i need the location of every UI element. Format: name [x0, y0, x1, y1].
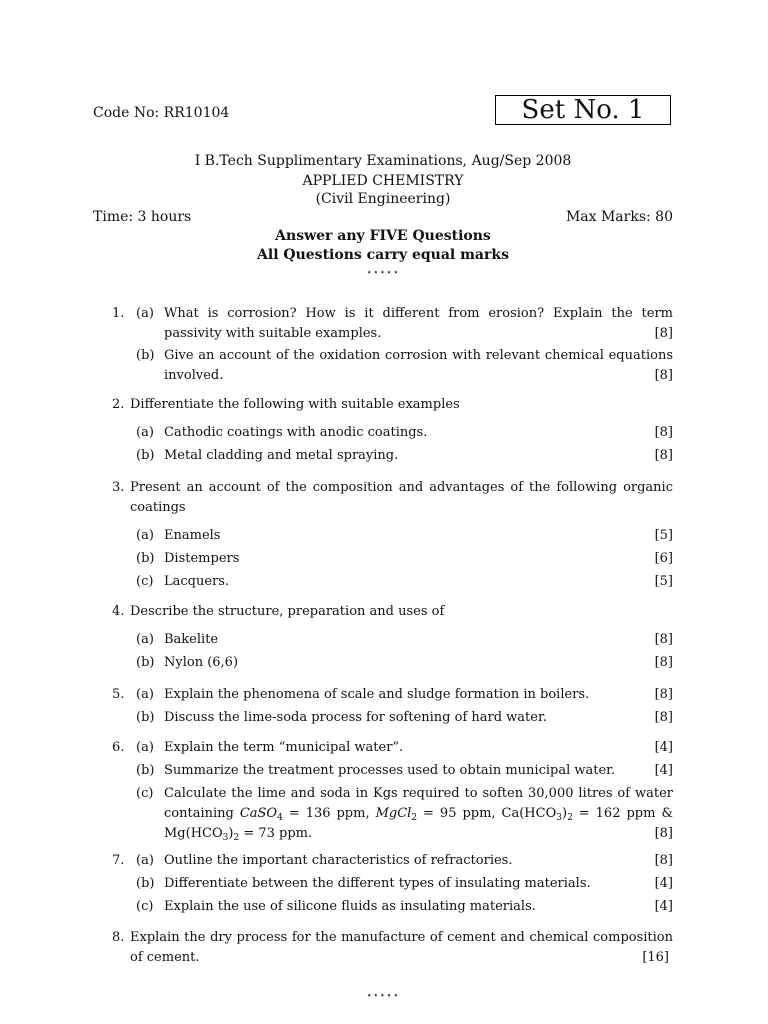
question-number: 2. [112, 397, 125, 412]
marks: [6] [654, 551, 673, 566]
subquestion-1a [136, 304, 673, 344]
formula-text: ) [561, 806, 568, 821]
branch-title: (Civil Engineering) [315, 191, 451, 207]
subquestion-text: Explain the term “municipal water”. [164, 740, 404, 755]
subquestion-label: (a) [136, 740, 154, 755]
marks: [4] [654, 876, 673, 891]
question-5 [112, 685, 673, 728]
instruction-answer: Answer any FIVE Questions [275, 228, 491, 244]
question-1 [112, 304, 673, 386]
instruction-equal-marks: All Questions carry equal marks [257, 247, 509, 263]
marks: [8] [654, 425, 673, 440]
subquestion-6a [136, 738, 673, 758]
subquestion-7b [136, 874, 673, 894]
subscript: 2 [411, 813, 418, 823]
formula-caso4: CaSO [239, 806, 278, 821]
header-stars: ⋆⋆⋆⋆⋆ [366, 268, 400, 278]
subscript: 2 [233, 833, 240, 843]
subquestion-label: (b) [136, 710, 155, 725]
subquestion-6c [136, 784, 673, 844]
marks: [16] [642, 950, 669, 965]
formula-text: Calculate the lime and soda in Kgs required to soften 30,000 litres of water containing [164, 786, 673, 821]
subquestion-label: (c) [136, 899, 154, 914]
formula-text: = 73 ppm. [239, 826, 313, 841]
subscript: 4 [277, 813, 283, 823]
question-number: 6. [112, 740, 125, 755]
formula-text: = 95 ppm, Ca(HCO [417, 806, 557, 821]
question-stem: Explain the dry process for the manufacture of cement and chemical composition of cement. [130, 930, 673, 965]
formula-mgcl2: MgCl [375, 806, 412, 821]
subquestion-label: (b) [136, 655, 155, 670]
subquestion-5a [136, 685, 673, 705]
subquestion-2b [136, 446, 673, 466]
question-stem: Differentiate the following with suitable examples [130, 397, 460, 412]
subquestion-3b [136, 549, 673, 569]
question-number: 4. [112, 604, 125, 619]
subquestion-7c [136, 897, 673, 917]
code-number: Code No: RR10104 [93, 105, 230, 121]
marks: [4] [654, 899, 673, 914]
marks: [4] [654, 740, 673, 755]
marks: [8] [654, 448, 673, 463]
subquestion-text: Summarize the treatment processes used to obtain municipal water. [164, 763, 616, 778]
subscript: 2 [567, 813, 573, 823]
subquestion-text: Cathodic coatings with anodic coatings. [164, 425, 428, 440]
subquestion-label: (a) [136, 306, 154, 321]
subquestion-label: (a) [136, 425, 154, 440]
subquestion-label: (a) [136, 687, 154, 702]
question-2 [112, 395, 673, 466]
formula-text: = 136 ppm, [282, 806, 376, 821]
subquestion-7a [136, 851, 673, 871]
question-stem: Describe the structure, preparation and uses of [130, 604, 445, 619]
subquestion-label: (a) [136, 853, 154, 868]
subquestion-4b [136, 653, 673, 673]
question-3 [112, 478, 673, 592]
subquestion-label: (a) [136, 632, 154, 647]
subquestion-label: (b) [136, 551, 155, 566]
marks: [8] [654, 710, 673, 725]
subquestion-text: Distempers [164, 551, 240, 566]
subquestion-4a [136, 630, 673, 650]
question-8 [112, 928, 673, 968]
marks: [8] [654, 655, 673, 670]
question-number: 8. [112, 930, 125, 945]
subquestion-text: Discuss the lime-soda process for softening of hard water. [164, 710, 547, 725]
subquestion-label: (b) [136, 348, 155, 363]
marks: [8] [654, 368, 673, 383]
exam-title: I B.Tech Supplimentary Examinations, Aug/Sep 2008 [194, 153, 572, 169]
subquestion-text: Explain the use of silicone fluids as insulating materials. [164, 899, 536, 914]
subscript: 3 [222, 833, 229, 843]
marks: [8] [654, 687, 673, 702]
marks: [8] [654, 632, 673, 647]
subquestion-text: Give an account of the oxidation corrosion with relevant chemical equations involved. [164, 348, 673, 383]
subscript: 3 [556, 813, 562, 823]
set-number-box: Set No. 1 [495, 95, 671, 125]
subquestion-text: Lacquers. [164, 574, 230, 589]
subquestion-text: What is corrosion? How is it different from erosion? Explain the term passivity with suitable examples. [164, 306, 673, 341]
subquestion-text: Explain the phenomena of scale and sludge formation in boilers. [164, 687, 590, 702]
subquestion-label: (b) [136, 448, 155, 463]
subquestion-label: (c) [136, 786, 154, 801]
footer-stars: ⋆⋆⋆⋆⋆ [366, 991, 400, 1001]
marks: [4] [654, 763, 673, 778]
question-4 [112, 602, 673, 673]
subquestion-3c [136, 572, 673, 592]
marks: [8] [654, 826, 673, 841]
subquestion-label: (b) [136, 763, 155, 778]
subquestion-text: Metal cladding and metal spraying. [164, 448, 399, 463]
formula-text: = 162 ppm & Mg(HCO [164, 806, 673, 841]
subquestion-5b [136, 708, 673, 728]
subquestion-2a [136, 423, 673, 443]
formula-text: ) [228, 826, 234, 841]
subquestion-label: (a) [136, 528, 154, 543]
subquestion-6b [136, 761, 673, 781]
marks: [8] [654, 326, 673, 341]
question-number: 5. [112, 687, 125, 702]
question-7 [112, 851, 673, 917]
subquestion-text: Differentiate between the different types of insulating materials. [164, 876, 591, 891]
subquestion-text: Nylon (6,6) [164, 655, 239, 670]
subquestion-label: (c) [136, 574, 154, 589]
marks: [5] [654, 528, 673, 543]
subquestion-text: Enamels [164, 528, 221, 543]
subquestion-1b [136, 346, 673, 386]
subquestion-label: (b) [136, 876, 155, 891]
question-number: 3. [112, 480, 125, 495]
subquestion-text: Outline the important characteristics of refractories. [164, 853, 513, 868]
question-number: 1. [112, 306, 125, 321]
subquestion-text: Bakelite [164, 632, 219, 647]
question-number: 7. [112, 853, 125, 868]
question-stem: Present an account of the composition and advantages of the following organic coatings [130, 480, 673, 515]
time-label: Time: 3 hours [93, 209, 192, 225]
subject-title: APPLIED CHEMISTRY [302, 173, 464, 189]
max-marks-label: Max Marks: 80 [565, 209, 673, 225]
question-6 [112, 738, 673, 844]
marks: [8] [654, 853, 673, 868]
marks: [5] [654, 574, 673, 589]
subquestion-3a [136, 526, 673, 546]
